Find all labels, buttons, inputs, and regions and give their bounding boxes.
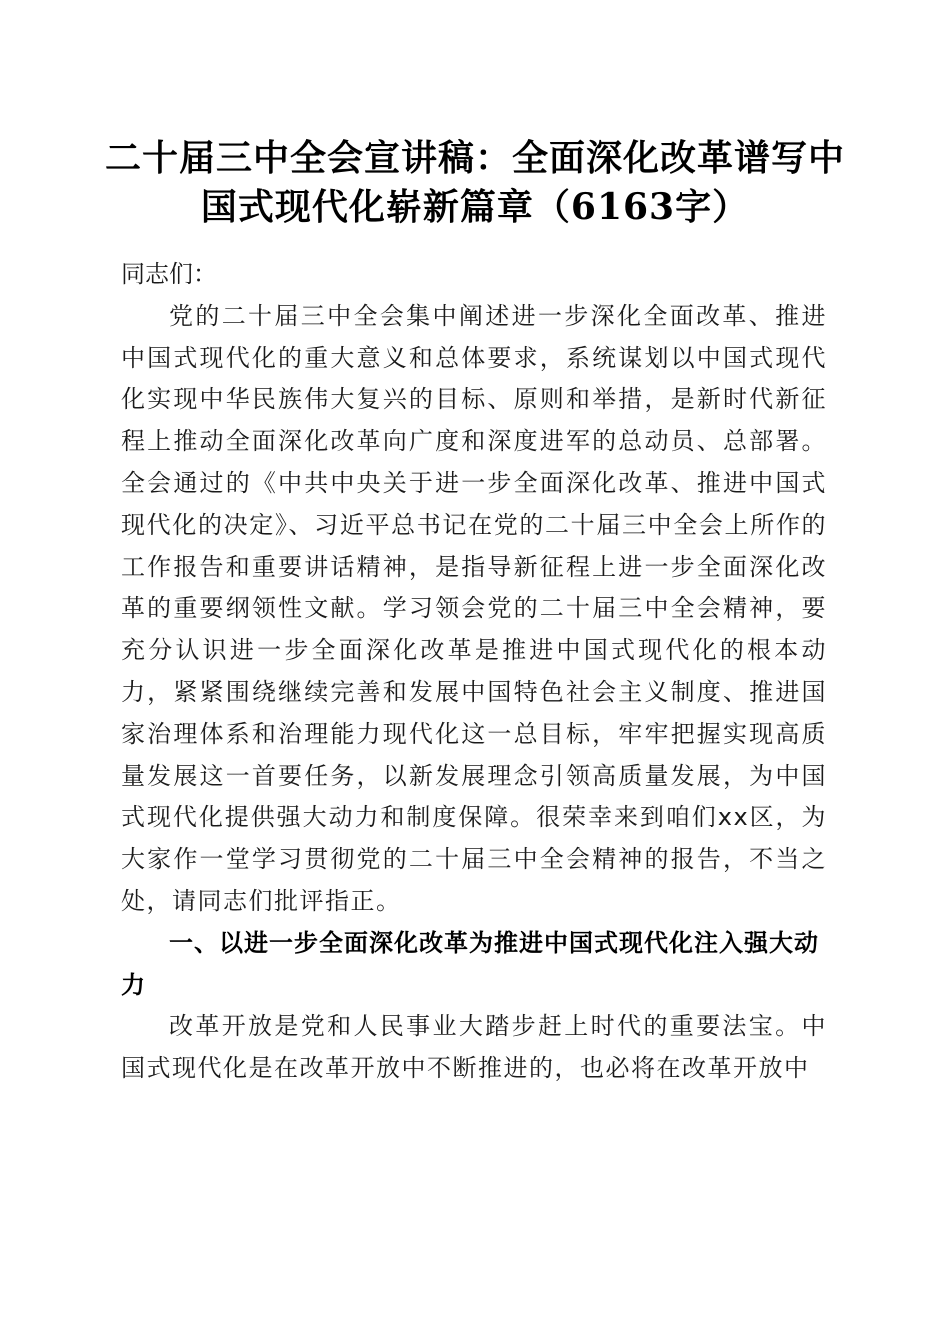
title-line-2: 国式现代化崭新篇章（6163字） bbox=[200, 186, 750, 228]
paragraph-section-1: 改革开放是党和人民事业大踏步赶上时代的重要法宝。中国式现代化是在改革开放中不断推进的，也必将在改革开放中 bbox=[121, 1012, 827, 1083]
title-line-1: 二十届三中全会宣讲稿：全面深化改革谱写中 bbox=[104, 137, 845, 179]
document-body bbox=[121, 254, 827, 1090]
document-title bbox=[100, 134, 850, 232]
section-heading-1: 一、以进一步全面深化改革为推进中国式现代化注入强大动力 bbox=[121, 928, 819, 999]
paragraph-intro: 党的二十届三中全会集中阐述进一步深化全面改革、推进中国式现代化的重大意义和总体要求，系统谋划以中国式现代化实现中华民族伟大复兴的目标、原则和举措，是新时代新征程上推动全面深化改革向广度和深度进军的总动员、总部署。全会通过的《中共中央关于进一步全面深化改革、推进中国式现代化的决定》、习近平总书记在党的二十届三中全会上所作的工作报告和重要讲话精神，是指导新征程上进一步全面深化改革的重要纲领性文献。学习领会党的二十届三中全会精神，要充分认识进一步全面深化改革是推进中国式现代化的根本动力，紧紧围绕继续完善和发展中国特色社会主义制度、推进国家治理体系和治理能力现代化这一总目标，牢牢把握实现高质量发展这一首要任务，以新发展理念引领高质量发展，为中国式现代化提供强大动力和制度保障。很荣幸来到咱们xx区，为大家作一堂学习贯彻党的二十届三中全会精神的报告，不当之处，请同志们批评指正。 bbox=[121, 301, 827, 915]
salutation: 同志们： bbox=[121, 260, 217, 288]
